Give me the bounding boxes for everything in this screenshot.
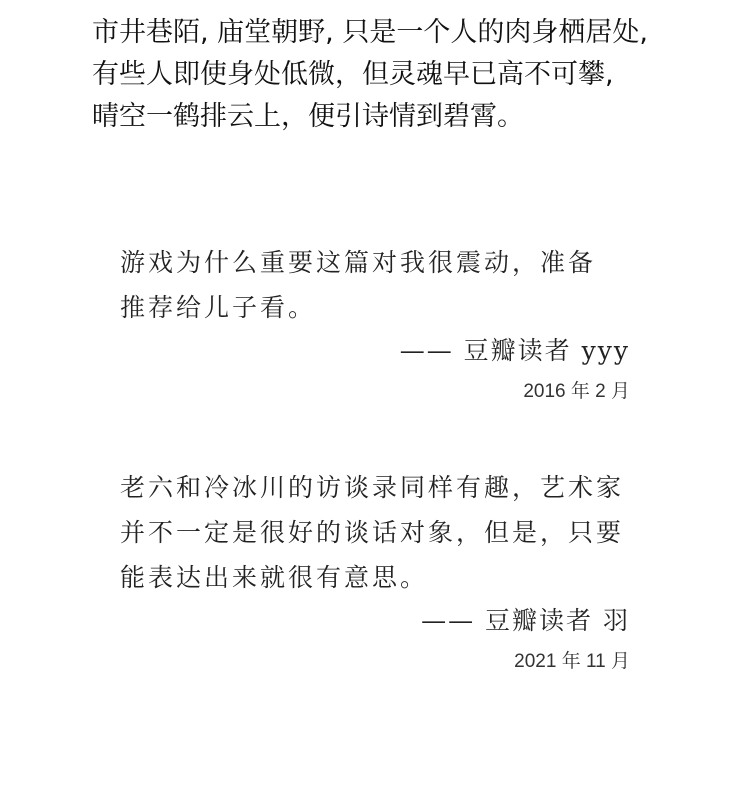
reader-review — [120, 240, 640, 407]
poem-line: 晴空一鹤排云上，便引诗情到碧霄。 — [92, 101, 524, 132]
poem-line: 市井巷陌, 庙堂朝野, 只是一个人的肉身栖居处, — [92, 17, 648, 48]
review-line: 老六和冷冰川的访谈录同样有趣，艺术家 — [120, 473, 625, 502]
review-text — [120, 240, 640, 330]
poem-excerpt — [92, 12, 732, 138]
poem-line: 有些人即使身处低微，但灵魂早已高不可攀, — [92, 59, 614, 90]
review-date: 2021 年 11 月 — [514, 651, 630, 672]
review-date: 2016 年 2 月 — [523, 381, 630, 402]
review-signature: —— 豆瓣读者 羽 — [421, 606, 630, 635]
review-line: 并不一定是很好的谈话对象，但是，只要 — [120, 518, 625, 547]
review-signature: —— 豆瓣读者 yyy — [399, 336, 630, 365]
review-line: 推荐给儿子看。 — [120, 293, 317, 322]
review-line: 能表达出来就很有意思。 — [120, 563, 429, 592]
reader-review — [120, 465, 640, 677]
review-line: 游戏为什么重要这篇对我很震动，准备 — [120, 248, 597, 277]
review-text — [120, 465, 640, 600]
